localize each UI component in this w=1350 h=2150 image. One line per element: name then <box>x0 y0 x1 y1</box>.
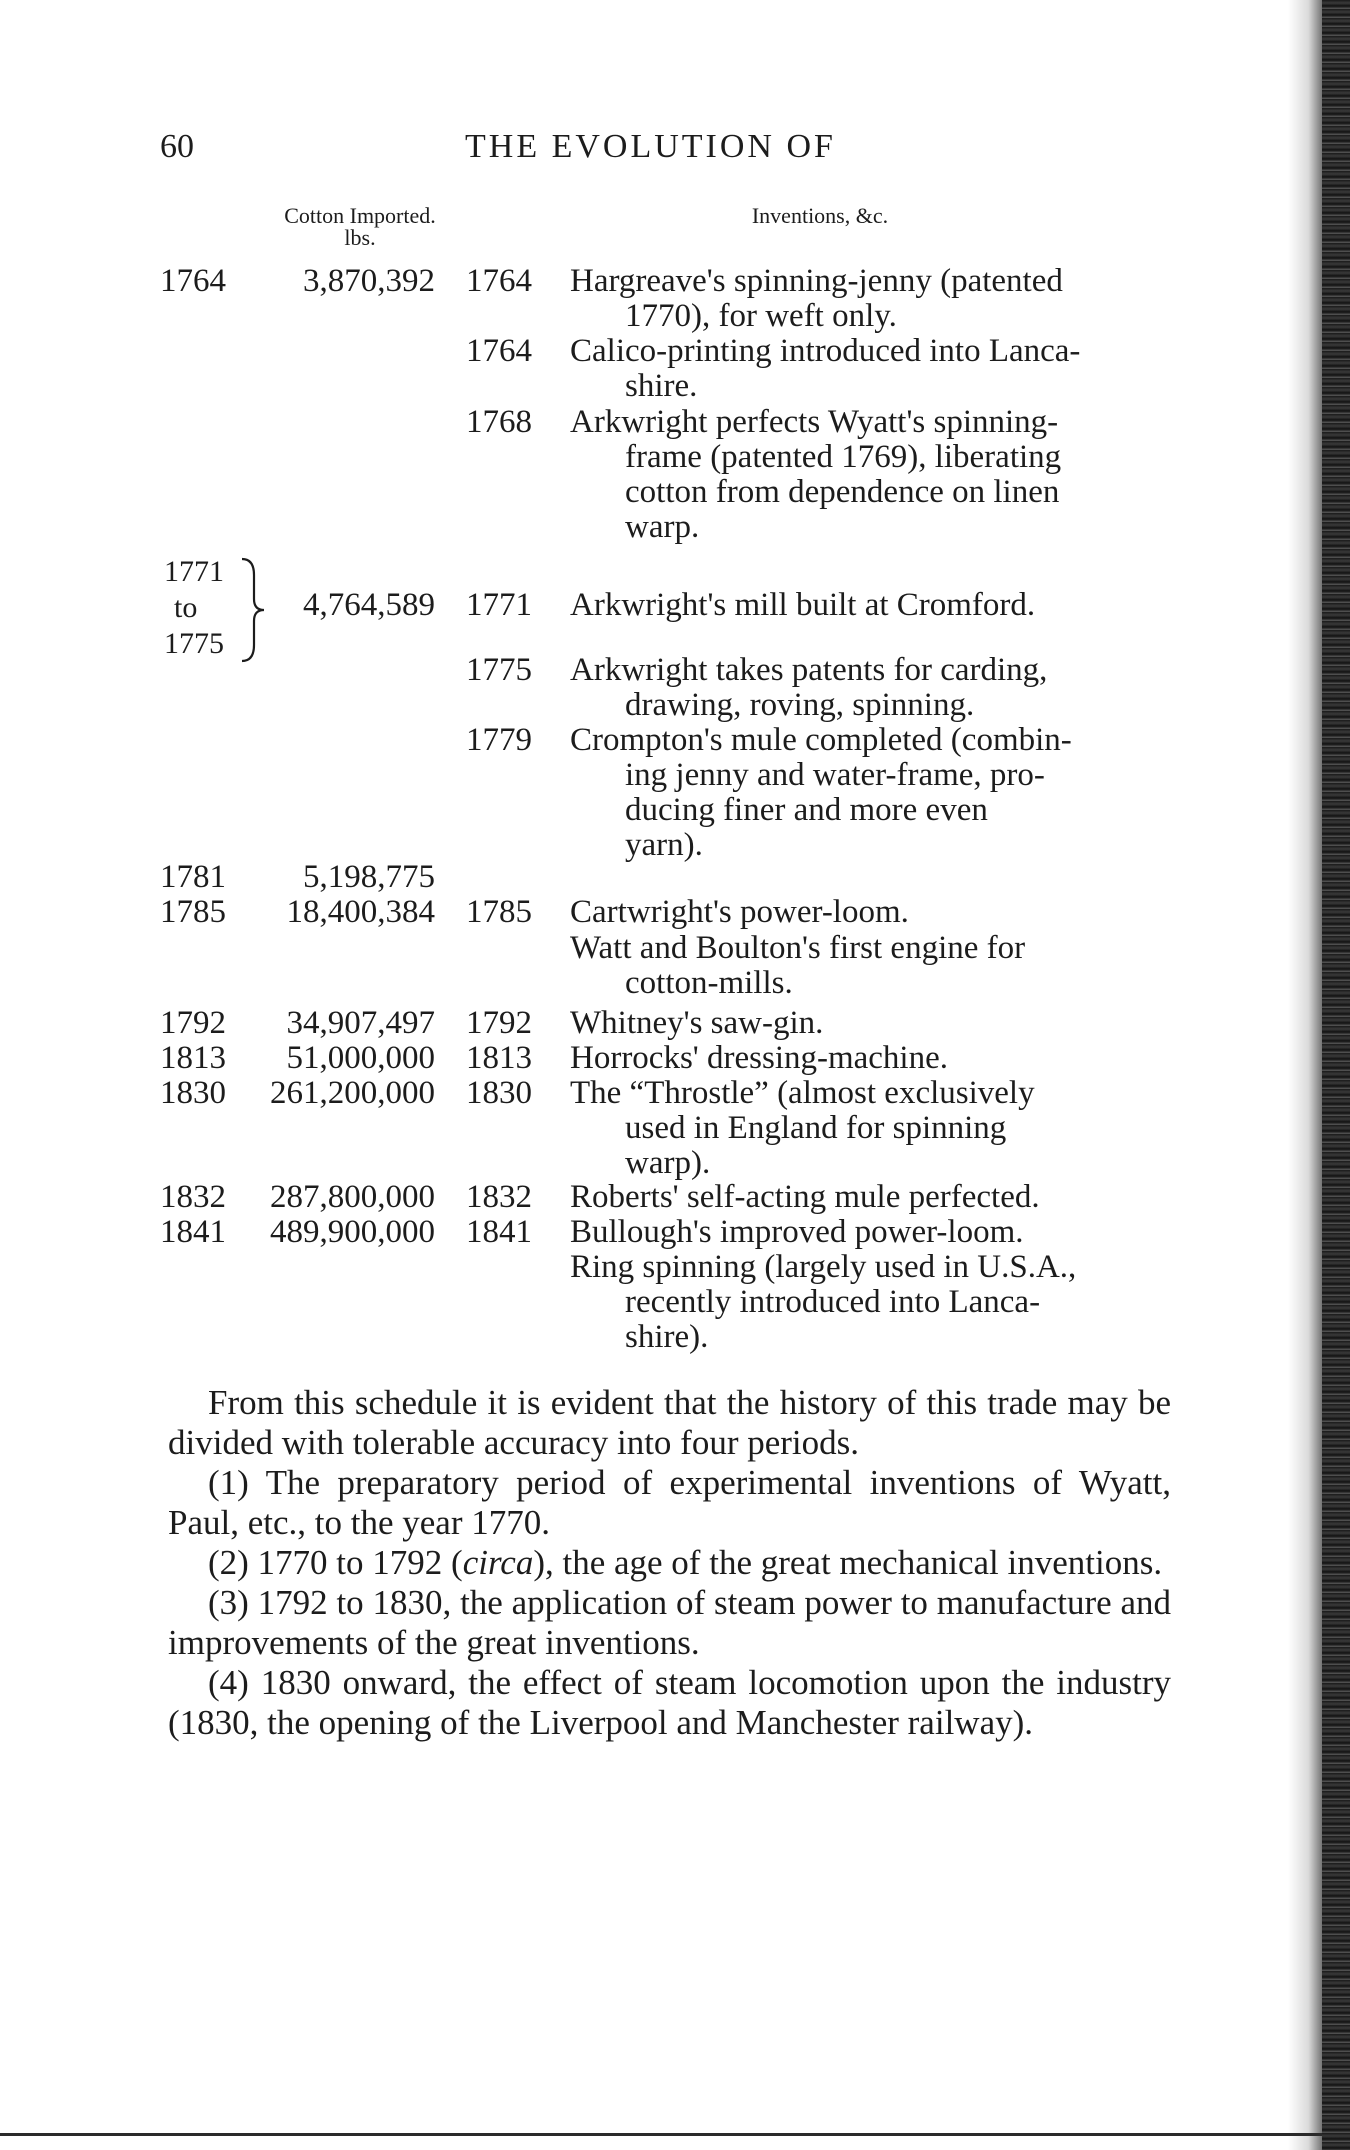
invention-line: Arkwright perfects Wyatt's spinning- <box>570 404 1059 440</box>
body-text <box>168 1383 1171 1743</box>
cotton-year: 1832 <box>160 1179 226 1215</box>
invention-line: ing jenny and water-frame, pro- <box>625 757 1045 793</box>
invention-line: ducing finer and more even <box>625 792 988 828</box>
invention-entry <box>570 1076 1170 1181</box>
invention-line: Cartwright's power-loom. <box>570 894 909 930</box>
cotton-amount: 287,800,000 <box>270 1179 435 1215</box>
invention-entry <box>570 588 1170 623</box>
cotton-amount: 18,400,384 <box>286 894 435 930</box>
range-end-year: 1775 <box>164 627 224 660</box>
period-2-text-b: ), the age of the great mechanical inventions. <box>533 1543 1163 1582</box>
period-3-paragraph: (3) 1792 to 1830, the application of steam power to manufacture and improvements of the great inventions. <box>168 1583 1171 1662</box>
invention-year: 1841 <box>466 1214 532 1250</box>
invention-line: warp. <box>625 509 700 545</box>
invention-line: frame (patented 1769), liberating <box>625 439 1062 475</box>
invention-line: Calico-printing introduced into Lanca- <box>570 333 1081 369</box>
invention-line: drawing, roving, spinning. <box>625 687 975 723</box>
invention-line: Horrocks' dressing-machine. <box>570 1040 949 1076</box>
invention-year: 1830 <box>466 1075 532 1111</box>
invention-line: used in England for spinning <box>625 1110 1007 1146</box>
invention-entry <box>570 1215 1170 1250</box>
period-2-circa: circa <box>462 1543 534 1582</box>
invention-entry <box>570 1006 1170 1041</box>
cotton-amount: 34,907,497 <box>286 1005 435 1041</box>
cotton-amount: 3,870,392 <box>303 263 435 299</box>
cotton-year: 1830 <box>160 1075 226 1111</box>
invention-entry <box>570 264 1170 334</box>
invention-year: 1768 <box>466 404 532 440</box>
period-1-paragraph: (1) The preparatory period of experimental inventions of Wyatt, Paul, etc., to the year 1770. <box>168 1463 1171 1542</box>
column-heading-inventions: Inventions, &c. <box>751 203 889 228</box>
invention-year: 1771 <box>466 587 532 623</box>
invention-entry <box>570 1041 1170 1076</box>
cotton-amount: 4,764,589 <box>303 587 435 623</box>
invention-year: 1785 <box>466 894 532 930</box>
running-title: THE EVOLUTION OF <box>465 128 836 165</box>
cotton-year: 1785 <box>160 894 226 930</box>
page-header <box>160 128 1160 172</box>
invention-line: shire). <box>625 1319 709 1355</box>
invention-year: 1764 <box>466 333 532 369</box>
invention-line: cotton from dependence on linen <box>625 474 1060 510</box>
invention-year: 1813 <box>466 1040 532 1076</box>
cotton-year: 1792 <box>160 1005 226 1041</box>
invention-line: warp). <box>625 1145 711 1181</box>
column-heading-cotton-unit: lbs. <box>344 225 376 250</box>
cotton-amount: 489,900,000 <box>270 1214 435 1250</box>
invention-entry <box>570 653 1170 723</box>
page-edge-shadow <box>1288 0 1322 2150</box>
invention-line: cotton-mills. <box>625 965 793 1001</box>
invention-line: Hargreave's spinning-jenny (patented <box>570 263 1063 299</box>
cotton-year: 1781 <box>160 859 226 895</box>
invention-line: The “Throstle” (almost exclusively <box>570 1075 1035 1111</box>
column-heading-cotton-label: Cotton Imported. <box>284 203 436 228</box>
range-start-year: 1771 <box>164 555 224 588</box>
invention-entry <box>570 405 1170 545</box>
invention-entry <box>570 931 1170 1001</box>
cotton-year: 1813 <box>160 1040 226 1076</box>
invention-line: recently introduced into Lanca- <box>625 1284 1041 1320</box>
invention-line: Whitney's saw-gin. <box>570 1005 824 1041</box>
invention-line: shire. <box>625 368 698 404</box>
invention-year: 1775 <box>466 652 532 688</box>
invention-line: Arkwright's mill built at Cromford. <box>570 587 1036 623</box>
cotton-year: 1841 <box>160 1214 226 1250</box>
invention-line: Crompton's mule completed (combin- <box>570 722 1072 758</box>
invention-line: Watt and Boulton's first engine for <box>570 930 1026 966</box>
invention-line: yarn). <box>625 827 703 863</box>
invention-line: Ring spinning (largely used in U.S.A., <box>570 1249 1077 1285</box>
period-2-text-a: (2) 1770 to 1792 ( <box>208 1543 463 1582</box>
invention-year: 1792 <box>466 1005 532 1041</box>
bottom-rule <box>0 2133 1322 2136</box>
invention-line: Arkwright takes patents for carding, <box>570 652 1048 688</box>
invention-line: 1770), for weft only. <box>625 298 897 334</box>
cotton-amount: 51,000,000 <box>286 1040 435 1076</box>
cotton-year: 1764 <box>160 263 226 299</box>
invention-year: 1832 <box>466 1179 532 1215</box>
cotton-amount: 261,200,000 <box>270 1075 435 1111</box>
period-2-paragraph <box>168 1543 1171 1583</box>
invention-entry <box>570 723 1170 863</box>
invention-line: Roberts' self-acting mule perfected. <box>570 1179 1040 1215</box>
invention-line: Bullough's improved power-loom. <box>570 1214 1024 1250</box>
range-to-word: to <box>174 591 198 624</box>
page-number: 60 <box>160 128 194 165</box>
cotton-amount: 5,198,775 <box>303 859 435 895</box>
invention-entry <box>570 1180 1170 1215</box>
column-heading-cotton <box>245 205 475 249</box>
invention-entry <box>570 1250 1170 1355</box>
invention-entry <box>570 334 1170 404</box>
page-binding-edge <box>1322 0 1350 2150</box>
intro-paragraph: From this schedule it is evident that the history of this trade may be divided with tolerable accuracy into four periods. <box>168 1383 1171 1462</box>
invention-year: 1779 <box>466 722 532 758</box>
period-4-paragraph: (4) 1830 onward, the effect of steam locomotion upon the industry (1830, the opening of the Liverpool and Manchester railway). <box>168 1663 1171 1742</box>
invention-year: 1764 <box>466 263 532 299</box>
invention-entry <box>570 895 1170 930</box>
